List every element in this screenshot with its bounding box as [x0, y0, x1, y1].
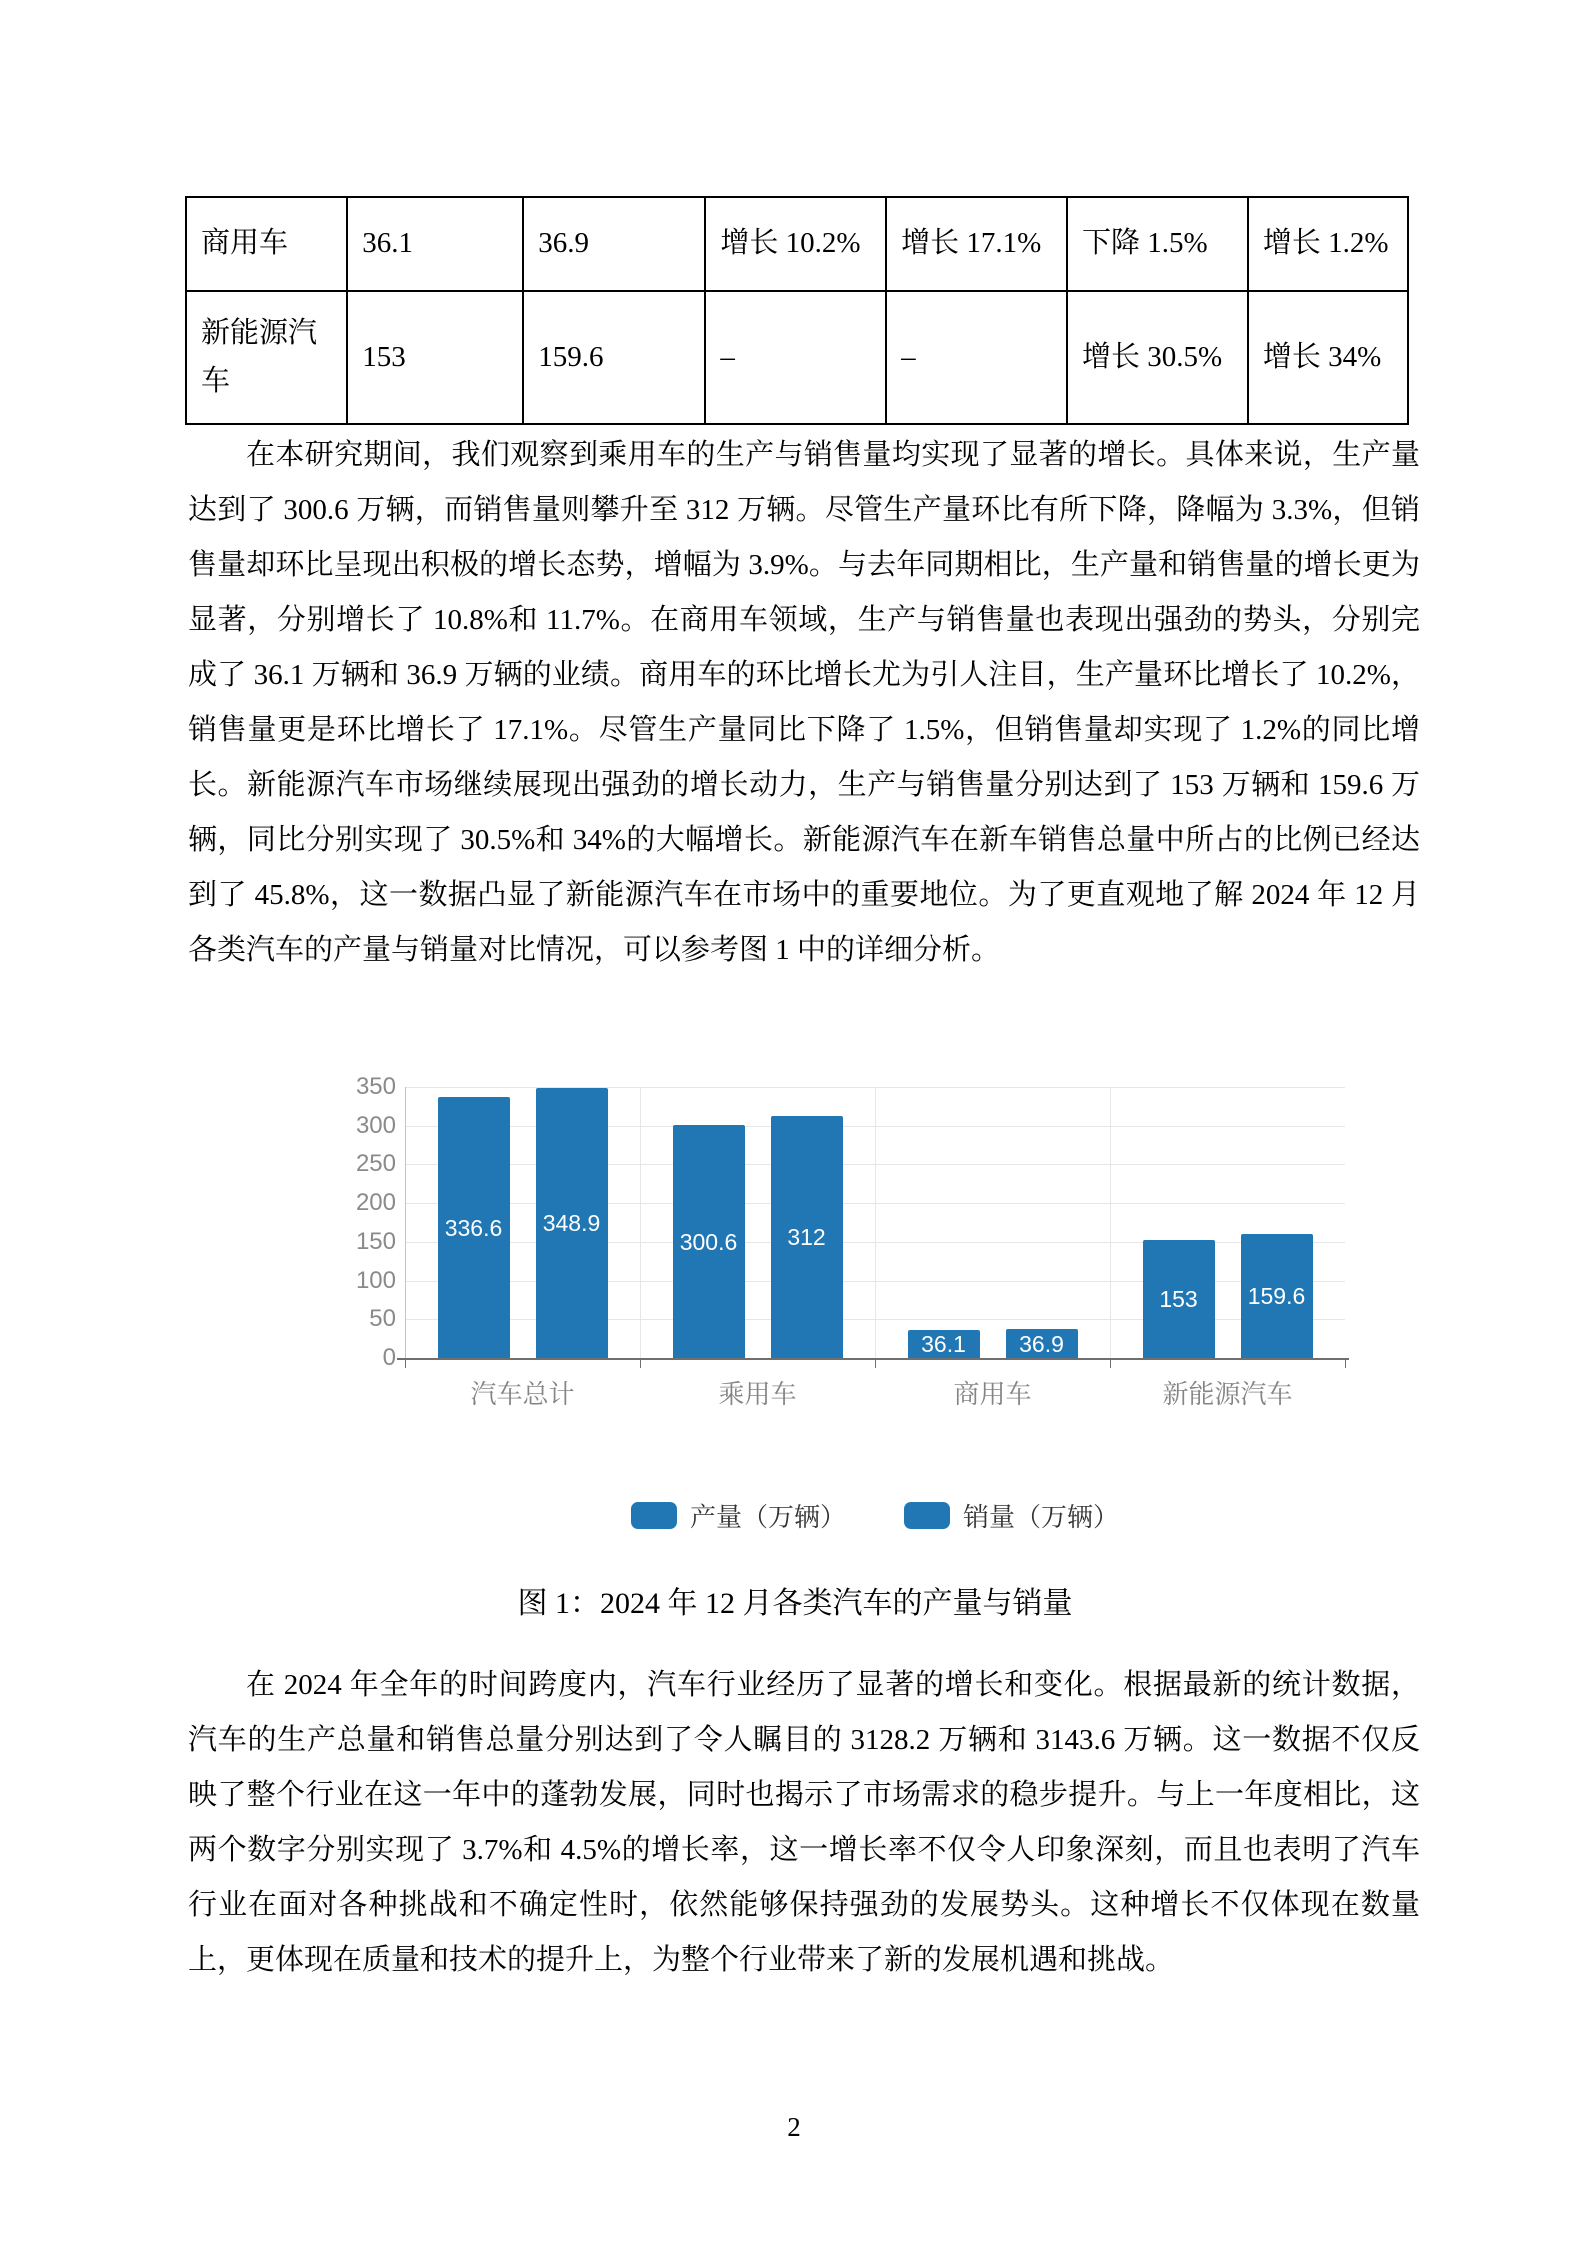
group-separator: [640, 1087, 641, 1358]
y-axis-line: [405, 1087, 406, 1358]
value-cell: 增长 1.2%: [1248, 197, 1408, 291]
y-tick-label: 100: [355, 1266, 396, 1294]
x-axis-tick: [640, 1360, 641, 1368]
paragraph-december-analysis: 在本研究期间，我们观察到乘用车的生产与销售量均实现了显著的增长。具体来说，生产量达到了 300.6 万辆，而销售量则攀升至 312 万辆。尽管生产量环比有所下降，降幅为 3.3%，但销售量却环比呈现出积极的增长态势，增幅为 3.9%。与去年同期相比，生产量和销售量的增长更为显著，分别增长了 10.8%和 11.7%。在商用车领域，生产与销售量也表现出强劲的势头，分别完成了 36.1 万辆和 36.9 万辆的业绩。商用车的环比增长尤为引人注目，生产量环比增长了 10.2%，销售量更是环比增长了 17.1%。尽管生产量同比下降了 1.5%，但销售量却实现了 1.2%的同比增长。新能源汽车市场继续展现出强劲的增长动力，生产与销售量分别达到了 153 万辆和 159.6 万辆，同比分别实现了 30.5%和 34%的大幅增长。新能源汽车在新车销售总量中所占的比例已经达到了 45.8%，这一数据凸显了新能源汽车在市场中的重要地位。为了更直观地了解 2024 年 12 月各类汽车的产量与销量对比情况，可以参考图 1 中的详细分析。: [188, 439, 1420, 966]
x-axis-tick: [1345, 1360, 1346, 1368]
x-axis-line: [397, 1358, 1349, 1360]
category-label: 商用车: [953, 1379, 1032, 1409]
category-label: 新能源汽车: [1162, 1379, 1293, 1409]
value-cell: 36.1: [347, 197, 523, 291]
value-cell: 159.6: [523, 291, 705, 424]
bar-value-label: 300.6: [679, 1228, 738, 1255]
legend-swatch-icon: [631, 1502, 677, 1529]
y-tick-label: 200: [355, 1189, 396, 1217]
chart-plot-area: [405, 1087, 1345, 1358]
row-label-cell: 商用车: [186, 197, 347, 291]
value-cell: 153: [347, 291, 523, 424]
value-cell: –: [705, 291, 886, 424]
value-cell: 下降 1.5%: [1067, 197, 1248, 291]
category-label: 汽车总计: [470, 1379, 575, 1409]
bar-value-label: 36.1: [921, 1331, 966, 1358]
y-tick-label: 250: [355, 1150, 396, 1178]
value-cell: 增长 10.2%: [705, 197, 886, 291]
table-row: [186, 197, 1408, 291]
value-cell: –: [886, 291, 1067, 424]
production-sales-table: [185, 196, 1409, 425]
figure-caption: 图 1：2024 年 12 月各类汽车的产量与销量: [517, 1587, 1073, 1620]
category-label: 乘用车: [718, 1379, 797, 1409]
y-tick-label: 300: [355, 1111, 396, 1139]
y-tick-label: 350: [355, 1073, 396, 1100]
value-cell: 增长 17.1%: [886, 197, 1067, 291]
group-separator: [875, 1087, 876, 1358]
row-label-cell: 新能源汽车: [186, 291, 347, 424]
value-cell: 增长 30.5%: [1067, 291, 1248, 424]
y-tick-label: 50: [369, 1305, 396, 1333]
legend-item-sales: [904, 1497, 1119, 1534]
group-separator: [1110, 1087, 1111, 1358]
bar-value-label: 348.9: [542, 1209, 601, 1236]
x-axis-tick: [1110, 1360, 1111, 1368]
x-axis-tick: [405, 1360, 406, 1368]
bar-value-label: 159.6: [1247, 1283, 1306, 1310]
chart-legend: [405, 1497, 1345, 1534]
legend-swatch-icon: [904, 1502, 950, 1529]
page-number: 2: [787, 2112, 801, 2142]
bar-value-label: 36.9: [1019, 1330, 1064, 1357]
x-axis-tick: [875, 1360, 876, 1368]
bar-value-label: 312: [787, 1224, 826, 1251]
value-cell: 36.9: [523, 197, 705, 291]
value-cell: 增长 34%: [1248, 291, 1408, 424]
y-tick-label: 0: [382, 1344, 396, 1371]
paragraph-annual-analysis: 在 2024 年全年的时间跨度内，汽车行业经历了显著的增长和变化。根据最新的统计数据，汽车的生产总量和销售总量分别达到了令人瞩目的 3128.2 万辆和 3143.6 万辆。这一数据不仅反映了整个行业在这一年中的蓬勃发展，同时也揭示了市场需求的稳步提升。与上一年度相比，这两个数字分别实现了 3.7%和 4.5%的增长率，这一增长率不仅令人印象深刻，而且也表明了汽车行业在面对各种挑战和不确定性时，依然能够保持强劲的发展势头。这种增长不仅体现在数量上，更体现在质量和技术的提升上，为整个行业带来了新的发展机遇和挑战。: [188, 1669, 1420, 1976]
y-tick-label: 150: [355, 1227, 396, 1255]
production-sales-bar-chart: [350, 1073, 1360, 1409]
legend-label: 产量（万辆）: [689, 1502, 846, 1532]
bar-value-label: 336.6: [444, 1214, 503, 1241]
legend-label: 销量（万辆）: [963, 1502, 1120, 1532]
production-sales-table-body: [186, 197, 1408, 424]
bar-value-label: 153: [1159, 1285, 1198, 1312]
legend-item-production: [631, 1497, 846, 1534]
table-row: [186, 291, 1408, 424]
